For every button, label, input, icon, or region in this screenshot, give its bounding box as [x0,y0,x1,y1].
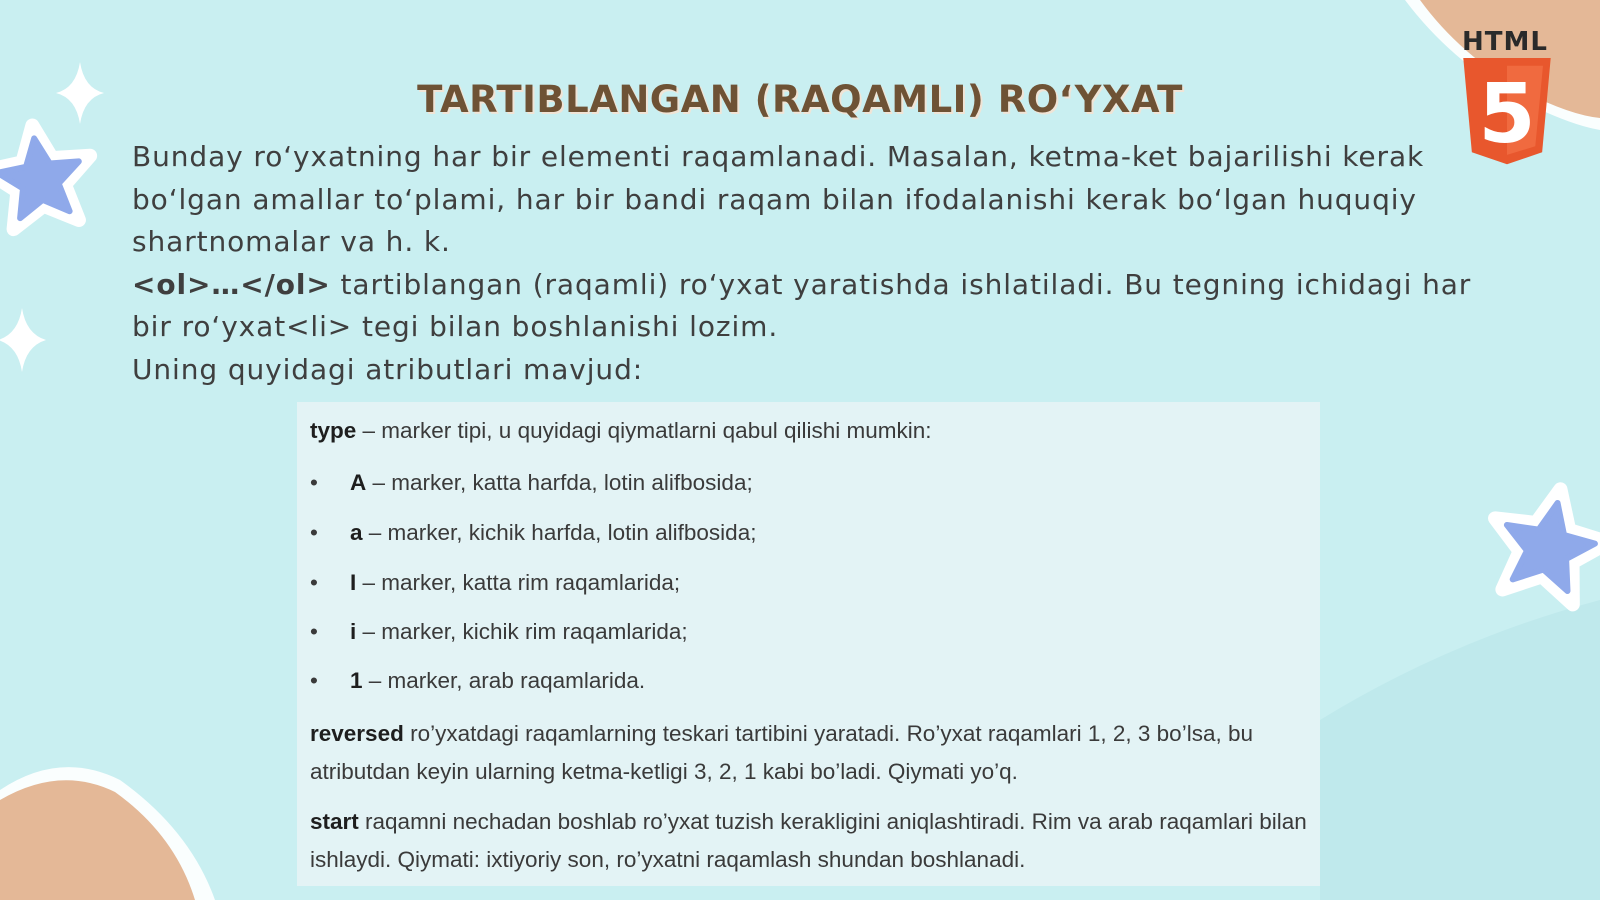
type-value-desc: – marker, arab raqamlarida. [362,668,646,693]
type-value: a [350,520,363,545]
star-icon [1481,477,1600,609]
html5-logo-number: 5 [1478,67,1536,162]
bullet-icon: • [310,470,318,495]
type-value-desc: – marker, katta rim raqamlarida; [356,570,681,595]
start-attribute-name: start [310,809,359,834]
star-icon [0,118,99,232]
type-attribute-name: type [310,418,357,443]
intro-text [132,136,1490,391]
type-value-desc: – marker, kichik harfda, lotin alifbosida; [362,520,757,545]
start-attribute [310,803,1315,879]
intro-paragraph-2 [132,264,1490,349]
intro-paragraph-1: Bunday ro‘yxatning har bir elementi raqamlanadi. Masalan, ketma-ket bajarilishi kerak bo‘lgan amallar to‘plami, har bir bandi raqam bilan ifodalanishi kerak bo‘lgan huquqiy shartnomalar va h. k. [132,140,1425,258]
bullet-icon: • [310,668,318,693]
type-value: A [350,470,367,495]
reversed-attribute [310,715,1290,791]
start-attribute-desc: raqamni nechadan boshlab ro’yxat tuzish kerakligini aniqlashtiradi. Rim va arab raqamlari bilan ishlaydi. Qiymati: ixtiyoriy son, ro’yxatni raqamlash shundan boshlanadi. [310,809,1307,872]
intro-paragraph-3: Uning quyidagi atributlari mavjud: [132,352,644,386]
type-value: i [350,619,357,644]
background-wave [1320,600,1600,900]
reversed-attribute-desc: ro’yxatdagi raqamlarning teskari tartibini yaratadi. Ro’yxat raqamlari 1, 2, 3 bo’lsa, bu atributdan keyin ularning ketma-ketligi 3, 2, 1 kabi bo’ladi. Qiymati yo’q. [310,721,1253,784]
intro-paragraph-2-text: tartiblangan (raqamli) ro‘yxat yaratishda ishlatiladi. Bu tegning ichidagi har bir ro‘yxat<li> tegi bilan boshlanishi lozim. [132,267,1472,343]
type-attribute-desc: – marker tipi, u quyidagi qiymatlarni qabul qilishi mumkin: [356,418,932,443]
type-value-desc: – marker, kichik rim raqamlarida; [356,619,688,644]
type-value-desc: – marker, katta harfda, lotin alifbosida; [366,470,753,495]
bullet-icon: • [310,619,318,644]
type-value: I [350,570,357,595]
type-value: 1 [350,668,363,693]
html5-logo-label: HTML [1462,27,1548,57]
type-attribute [310,412,1320,450]
sparkle-icon [0,308,46,372]
bullet-icon: • [310,570,318,595]
bullet-icon: • [310,520,318,545]
slide-title: TARTIBLANGAN (RAQAMLI) RO‘YXAT [417,78,1183,121]
reversed-attribute-name: reversed [310,721,404,746]
ol-tag: <ol>…</ol> [132,267,331,301]
